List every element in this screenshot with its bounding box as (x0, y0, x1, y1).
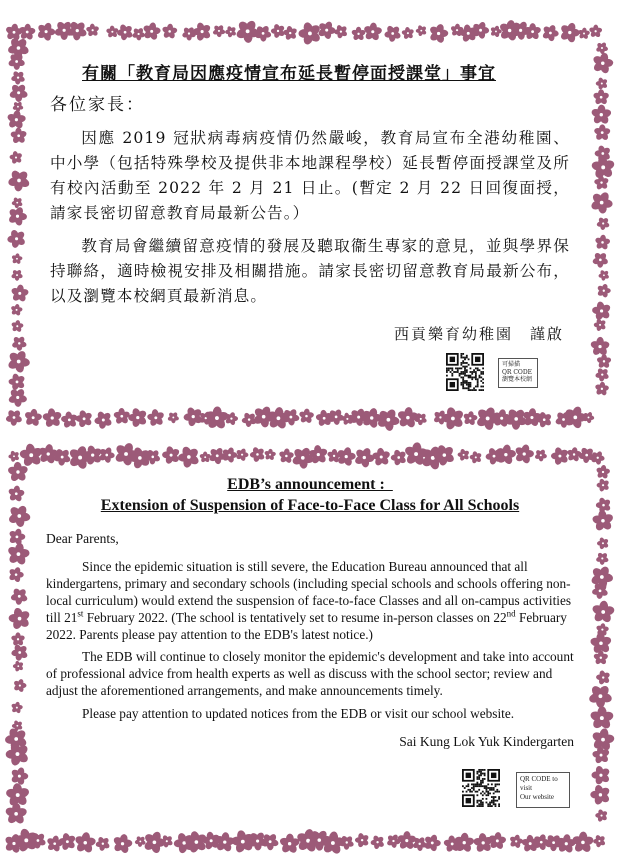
english-paragraph-3: Please pay attention to updated notices from the EDB or visit our school website. (82, 706, 515, 721)
flower-icon (106, 25, 119, 38)
flower-icon (19, 443, 43, 467)
flower-icon (354, 447, 375, 468)
flower-icon (8, 566, 24, 582)
flower-icon (11, 253, 23, 265)
flower-icon (278, 448, 294, 464)
flower-icon (11, 269, 23, 281)
flower-icon (235, 448, 248, 462)
flower-icon (29, 832, 46, 849)
flower-icon (308, 829, 331, 851)
flower-icon (117, 23, 134, 40)
flower-icon (182, 26, 197, 40)
flower-icon (412, 836, 427, 851)
chinese-title: 有關「教育局因應疫情宣布延長暫停面授課堂」事宜 (82, 64, 496, 84)
flower-icon (590, 104, 612, 125)
flower-icon (423, 834, 440, 852)
flower-icon (7, 350, 31, 374)
flower-icon (8, 485, 25, 502)
flower-icon (83, 445, 103, 466)
flower-icon (590, 337, 611, 357)
flower-icon (386, 834, 401, 849)
flower-icon (595, 42, 608, 55)
flower-icon (299, 21, 322, 45)
chinese-signature: 西貢樂育幼稚園 謹啟 (393, 325, 564, 343)
flower-icon (598, 269, 609, 280)
flower-icon (594, 175, 610, 190)
flower-icon (68, 445, 92, 470)
flower-icon (308, 445, 328, 465)
flower-icon (54, 20, 75, 40)
flower-icon (591, 728, 615, 752)
flower-icon (271, 23, 286, 38)
flower-icon (134, 835, 146, 847)
flower-icon (336, 446, 356, 466)
flower-icon (469, 451, 482, 464)
english-title-line-2: Extension of Suspension of Face-to-Face Class for All Schools (100, 497, 520, 514)
flower-icon (597, 283, 611, 298)
flower-icon (8, 607, 31, 630)
flower-icon (459, 24, 478, 43)
chinese-qr-caption (498, 358, 538, 388)
flower-icon (488, 832, 507, 850)
flower-icon (596, 497, 612, 513)
english-notice (42, 476, 578, 826)
flower-icon (8, 53, 26, 70)
flower-icon (11, 70, 26, 85)
flower-icon (597, 537, 609, 550)
flower-icon (283, 26, 298, 41)
flower-icon (9, 151, 23, 165)
flower-icon (8, 206, 28, 226)
flower-icon (591, 765, 610, 785)
flower-icon (454, 832, 475, 853)
flower-icon (291, 446, 314, 469)
flower-icon (592, 52, 614, 74)
english-salutation: Dear Parents, (46, 531, 119, 546)
flower-icon (443, 835, 461, 853)
flower-icon (593, 834, 606, 847)
flower-icon (24, 408, 43, 427)
flower-icon (38, 444, 59, 465)
flower-icon (498, 19, 520, 41)
flower-icon (6, 741, 30, 766)
flower-icon (403, 442, 428, 467)
flower-icon (143, 830, 166, 854)
flower-icon (485, 447, 503, 465)
flower-icon (351, 27, 366, 42)
flower-icon (566, 447, 581, 462)
flower-icon (95, 836, 110, 851)
flower-icon (7, 169, 30, 192)
flower-icon (8, 450, 20, 462)
qr-code-icon[interactable] (446, 353, 484, 391)
flower-icon (589, 706, 614, 730)
flower-icon (590, 191, 613, 214)
flower-icon (9, 83, 29, 102)
flower-icon (7, 37, 30, 59)
flower-icon (250, 446, 266, 462)
flower-icon (10, 284, 29, 303)
flower-icon (14, 828, 38, 853)
paragraph-text: February 2022. (The school is tentatively set to resume in-person classes on 22 (83, 610, 507, 625)
flower-icon (67, 20, 88, 40)
flower-icon (18, 23, 36, 40)
flower-icon (533, 833, 550, 850)
flower-icon (457, 448, 470, 461)
english-title-line-1: EDB’s announcement : (227, 476, 393, 493)
flower-icon (593, 124, 611, 141)
flower-icon (264, 449, 276, 461)
english-signature: Sai Kung Lok Yuk Kindergarten (399, 734, 574, 749)
flower-icon (231, 830, 255, 854)
flower-icon (193, 22, 212, 42)
flower-icon (556, 834, 576, 854)
flower-icon (162, 446, 181, 465)
paragraph-text: Since the epidemic situation is still severe, the Education Bureau announced that all kindergartens, primary and secondary schools (including special schools and schools offering non-local curriculum) would extend the suspension of face-to-face Classes and all on-campus activities till 21 (46, 559, 572, 625)
flower-icon (401, 27, 414, 40)
flower-icon (145, 449, 161, 465)
flower-icon (594, 318, 607, 331)
chinese-paragraph-1: 因應 2019 冠狀病毒病疫情仍然嚴峻，教育局宣布全港幼稚園、中小學（包括特殊學校及提供非本地課程學校）延長暫停面授課堂及所有校內活動至 2022 年 2 月 21 日止。(暫定 2 月 22 日回復面授，請家長密切留意教育局最新公告。） (50, 129, 570, 222)
flower-icon (559, 22, 580, 44)
flower-icon (514, 444, 534, 465)
flower-icon (8, 373, 25, 391)
flower-icon (473, 833, 494, 854)
flower-icon (595, 367, 610, 381)
flower-icon (592, 746, 610, 764)
flower-icon (428, 23, 448, 44)
flower-icon (596, 670, 611, 685)
flower-icon (11, 632, 26, 646)
flower-icon (53, 448, 71, 466)
flower-icon (593, 89, 610, 105)
flower-icon (10, 587, 28, 605)
flower-icon (114, 442, 138, 467)
flower-icon (36, 22, 55, 42)
qr-caption-line: Our website (520, 793, 555, 801)
flower-icon (98, 447, 114, 464)
flower-icon (5, 783, 30, 808)
chinese-salutation: 各位家長： (50, 95, 145, 115)
qr-caption-line: visit (520, 784, 533, 792)
flower-icon (521, 835, 540, 853)
flower-icon (185, 830, 208, 853)
english-paragraph-1 (46, 558, 578, 643)
flower-icon (595, 145, 612, 163)
flower-icon (129, 446, 151, 469)
flower-icon (416, 25, 428, 37)
flower-icon (511, 20, 531, 40)
flower-icon (534, 449, 547, 462)
flower-icon (214, 832, 235, 853)
flower-icon (296, 828, 321, 853)
flower-icon (11, 197, 23, 209)
flower-icon (13, 660, 24, 672)
flower-icon (472, 21, 490, 39)
flower-icon (595, 809, 608, 822)
flower-icon (208, 447, 226, 465)
flower-icon (542, 24, 559, 42)
flower-icon (397, 831, 417, 850)
flower-icon (7, 542, 30, 566)
flower-icon (596, 77, 608, 90)
flower-icon (11, 336, 27, 351)
flower-icon (317, 20, 336, 39)
flower-icon (6, 110, 26, 130)
flower-icon (4, 803, 27, 825)
flower-icon (10, 767, 28, 786)
flower-icon (86, 23, 100, 37)
flower-icon (202, 831, 221, 850)
flower-icon (7, 462, 29, 483)
flower-icon (4, 833, 24, 854)
qr-code-icon[interactable] (462, 769, 500, 807)
flower-icon (11, 643, 29, 661)
flower-icon (592, 510, 615, 532)
ordinal-suffix: st (77, 608, 84, 619)
flower-icon (178, 445, 201, 468)
flower-icon (235, 19, 260, 43)
flower-icon (222, 447, 238, 464)
flower-icon (591, 600, 615, 624)
flower-icon (509, 834, 523, 849)
flower-icon (590, 450, 604, 465)
flower-icon (321, 831, 346, 855)
flower-icon (261, 833, 279, 851)
flower-icon (12, 720, 23, 732)
flower-icon (384, 25, 402, 43)
flower-icon (46, 835, 63, 852)
qr-caption-line: QR CODE to (520, 775, 558, 783)
qr-caption-line: QR CODE (502, 368, 533, 376)
flower-icon (142, 22, 161, 41)
flower-icon (495, 444, 516, 466)
flower-icon (10, 127, 28, 144)
flower-icon (590, 784, 611, 806)
flower-icon (592, 301, 612, 321)
flower-icon (594, 382, 609, 397)
flower-icon (132, 27, 146, 41)
flower-icon (199, 451, 211, 463)
flower-icon (578, 27, 591, 39)
flower-icon (590, 565, 614, 589)
flower-icon (594, 234, 610, 250)
flower-icon (10, 304, 22, 317)
flower-icon (74, 832, 96, 854)
flower-icon (590, 632, 613, 654)
flower-icon (161, 23, 177, 39)
flower-icon (523, 23, 541, 40)
flower-icon (212, 24, 225, 37)
flower-icon (596, 623, 610, 637)
flower-icon (174, 832, 196, 854)
flower-icon (7, 229, 26, 249)
flower-icon (7, 504, 30, 527)
flower-icon (450, 23, 464, 37)
flower-icon (12, 101, 24, 112)
flower-icon (13, 678, 27, 692)
flower-icon (370, 835, 385, 850)
flower-icon (591, 582, 608, 599)
flower-icon (339, 835, 355, 850)
flower-icon (363, 22, 383, 41)
flower-icon (593, 650, 609, 665)
flower-icon (589, 25, 603, 39)
english-qr-caption (516, 772, 570, 808)
flower-icon (596, 217, 610, 231)
flower-icon (391, 449, 407, 466)
flower-icon (254, 25, 272, 42)
flower-icon (596, 552, 610, 565)
flower-icon (372, 448, 391, 467)
flower-icon (5, 727, 28, 751)
flower-icon (112, 833, 132, 854)
flower-icon (596, 465, 611, 480)
flower-icon (247, 831, 267, 851)
qr-caption-line: 瀏覽本校網 (502, 376, 533, 383)
flower-icon (433, 444, 455, 466)
flower-icon (596, 354, 612, 369)
flower-icon (160, 834, 173, 847)
flower-icon (578, 447, 595, 464)
qr-caption-line: 可掃描 (502, 361, 521, 368)
flower-icon (588, 684, 613, 708)
english-paragraph-2: The EDB will continue to closely monitor the epidemic's development and take into account of professional advice from health experts as well as discuss with the school sector; review and adjust the aforementioned arrangements, and make announcements timely. (46, 649, 574, 698)
flower-icon (582, 411, 594, 423)
flower-icon (592, 252, 609, 268)
flower-icon (327, 449, 342, 464)
flower-icon (355, 832, 370, 847)
chinese-paragraph-2: 教育局會繼續留意疫情的發展及聽取衞生專家的意見，並與學界保持聯絡，適時檢視安排及相關措施。請家長密切留意教育局最新公布，以及瀏覽本校網頁最新消息。 (50, 237, 570, 305)
chinese-notice (42, 52, 578, 422)
flower-icon (421, 445, 445, 470)
paragraph-text: February 2022. Parents please pay attention to the EDB's latest notice.) (46, 610, 567, 642)
flower-icon (225, 26, 237, 38)
flower-icon (11, 320, 24, 333)
flower-icon (597, 478, 610, 492)
flower-icon (8, 528, 25, 546)
flower-icon (490, 25, 502, 37)
flower-icon (591, 155, 616, 179)
flower-icon (545, 834, 563, 851)
flower-icon (5, 23, 23, 41)
flower-icon (551, 446, 569, 465)
flower-icon (58, 832, 76, 851)
flower-icon (334, 24, 348, 39)
ordinal-suffix: nd (506, 608, 516, 619)
flower-icon (279, 833, 301, 854)
flower-icon (11, 701, 23, 713)
flower-icon (5, 409, 23, 426)
flower-icon (8, 388, 28, 407)
flower-icon (571, 831, 594, 853)
